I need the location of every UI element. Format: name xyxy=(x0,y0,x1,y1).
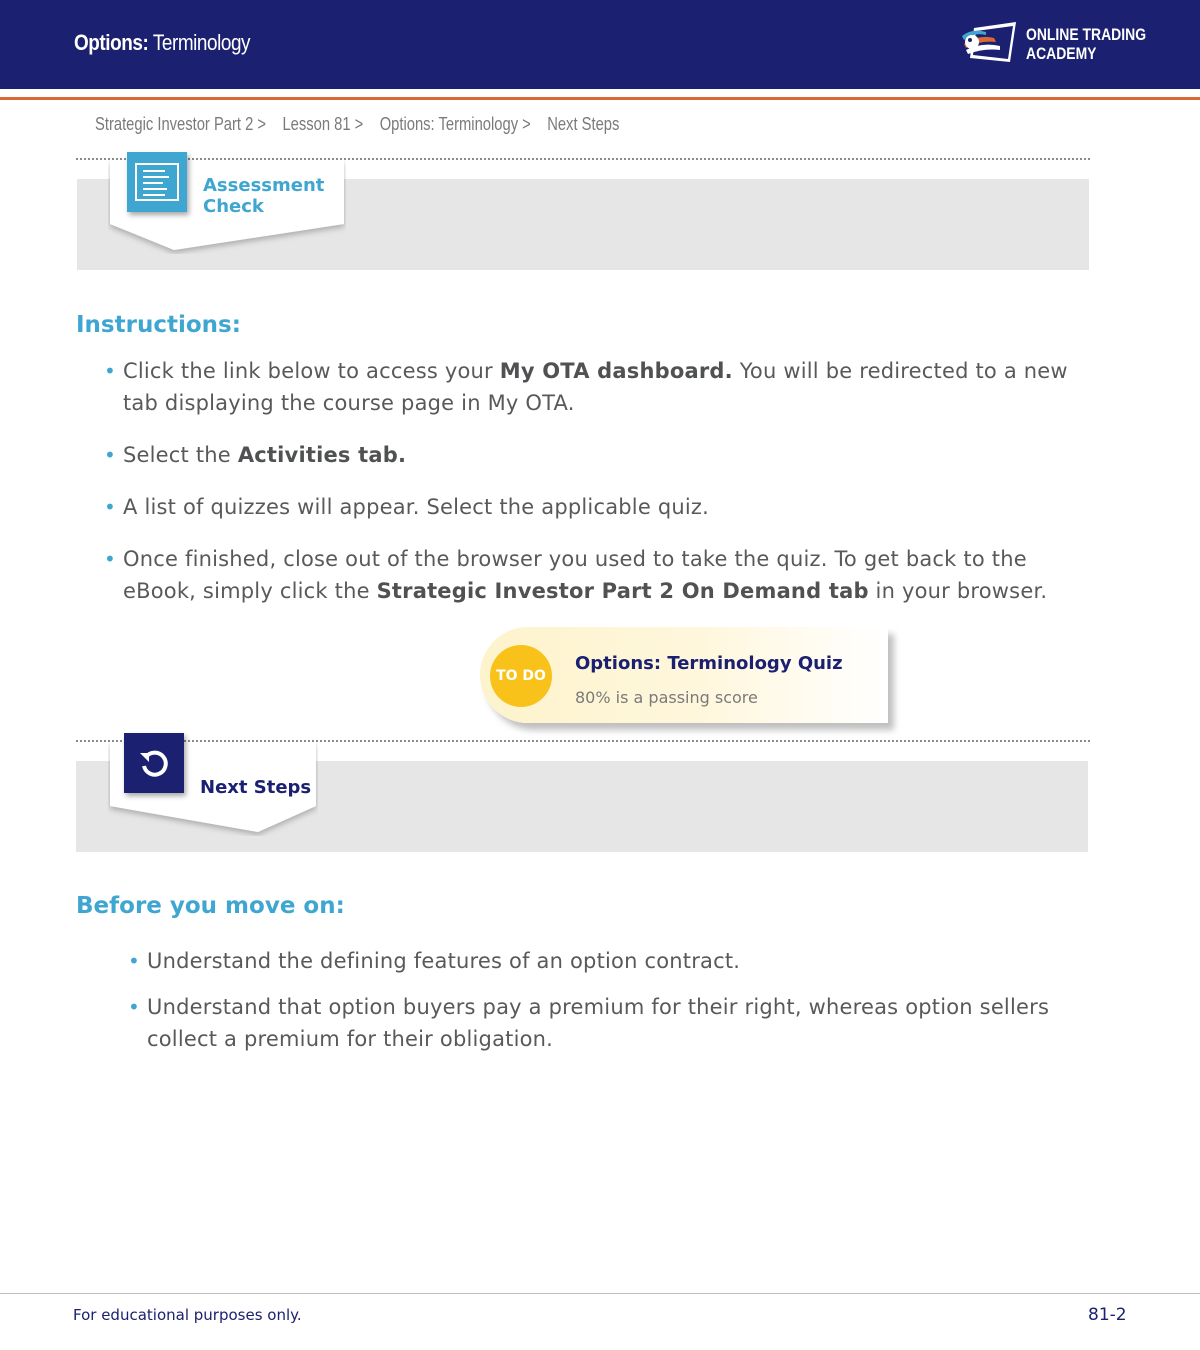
bullet-icon: • xyxy=(104,359,116,383)
instructions-list xyxy=(104,355,1083,607)
page-header xyxy=(0,0,1200,89)
before-list xyxy=(128,945,1087,1055)
page-number: 81-2 xyxy=(1088,1305,1127,1325)
before-item-text: Understand that option buyers pay a premium for their right, whereas option sellers collect a premium for their obligation. xyxy=(147,995,1050,1051)
instruction-item xyxy=(104,491,1083,523)
assessment-check-label xyxy=(203,175,324,217)
before-item xyxy=(128,945,1087,977)
breadcrumb-item-topic[interactable]: Options: Terminology > xyxy=(379,114,531,134)
logo-line1: ONLINE TRADING xyxy=(1026,25,1147,44)
instruction-text-post: in your browser. xyxy=(868,579,1048,603)
logo-text xyxy=(1026,25,1146,63)
quiz-link-card[interactable] xyxy=(480,627,888,723)
instruction-item xyxy=(104,355,1083,419)
bullet-icon: • xyxy=(128,949,140,973)
logo-line2: ACADEMY xyxy=(1026,44,1097,63)
instruction-text-bold: My OTA dashboard. xyxy=(499,359,733,383)
ota-logo-icon xyxy=(960,20,1022,66)
bullet-icon: • xyxy=(104,547,116,571)
instruction-item xyxy=(104,439,1083,471)
bullet-icon: • xyxy=(104,443,116,467)
header-accent-rule xyxy=(0,97,1200,100)
ota-logo xyxy=(960,20,1147,68)
instruction-text-pre: Select the xyxy=(123,443,238,467)
before-item-text: Understand the defining features of an option contract. xyxy=(147,949,741,973)
breadcrumb xyxy=(95,114,619,135)
checklist-icon xyxy=(127,152,187,212)
instruction-text-post: You will be redirected to a new tab displaying the course page in My OTA. xyxy=(123,359,1068,415)
breadcrumb-item-course[interactable]: Strategic Investor Part 2 > xyxy=(95,114,267,134)
refresh-icon xyxy=(124,733,184,793)
breadcrumb-item-current[interactable]: Next Steps xyxy=(547,114,620,134)
instruction-text-pre: Once finished, close out of the browser you used to take the quiz. To get back to the eBook, simply click the xyxy=(123,547,1027,603)
instructions-heading: Instructions: xyxy=(76,312,241,338)
instruction-text-pre: A list of quizzes will appear. Select the applicable quiz. xyxy=(123,495,710,519)
breadcrumb-item-lesson[interactable]: Lesson 81 > xyxy=(282,114,364,134)
instruction-text-bold: Activities tab. xyxy=(237,443,407,467)
footer-note: For educational purposes only. xyxy=(73,1306,302,1324)
page-title-strong: Options: xyxy=(74,30,149,55)
assessment-label-line1: Assessment xyxy=(203,175,325,196)
quiz-subtitle: 80% is a passing score xyxy=(575,688,758,707)
assessment-label-line2: Check xyxy=(203,196,264,217)
page-title xyxy=(74,30,250,56)
instruction-text-pre: Click the link below to access your xyxy=(123,359,500,383)
bullet-icon: • xyxy=(128,995,140,1019)
bullet-icon: • xyxy=(104,495,116,519)
next-steps-label: Next Steps xyxy=(200,777,312,798)
todo-badge: TO DO xyxy=(490,645,552,707)
footer-rule xyxy=(0,1293,1200,1294)
instruction-item xyxy=(104,543,1083,607)
instruction-text-bold: Strategic Investor Part 2 On Demand tab xyxy=(376,579,869,603)
quiz-title[interactable]: Options: Terminology Quiz xyxy=(575,653,843,674)
before-heading: Before you move on: xyxy=(76,893,345,919)
before-item xyxy=(128,991,1087,1055)
page-title-rest: Terminology xyxy=(148,30,251,55)
